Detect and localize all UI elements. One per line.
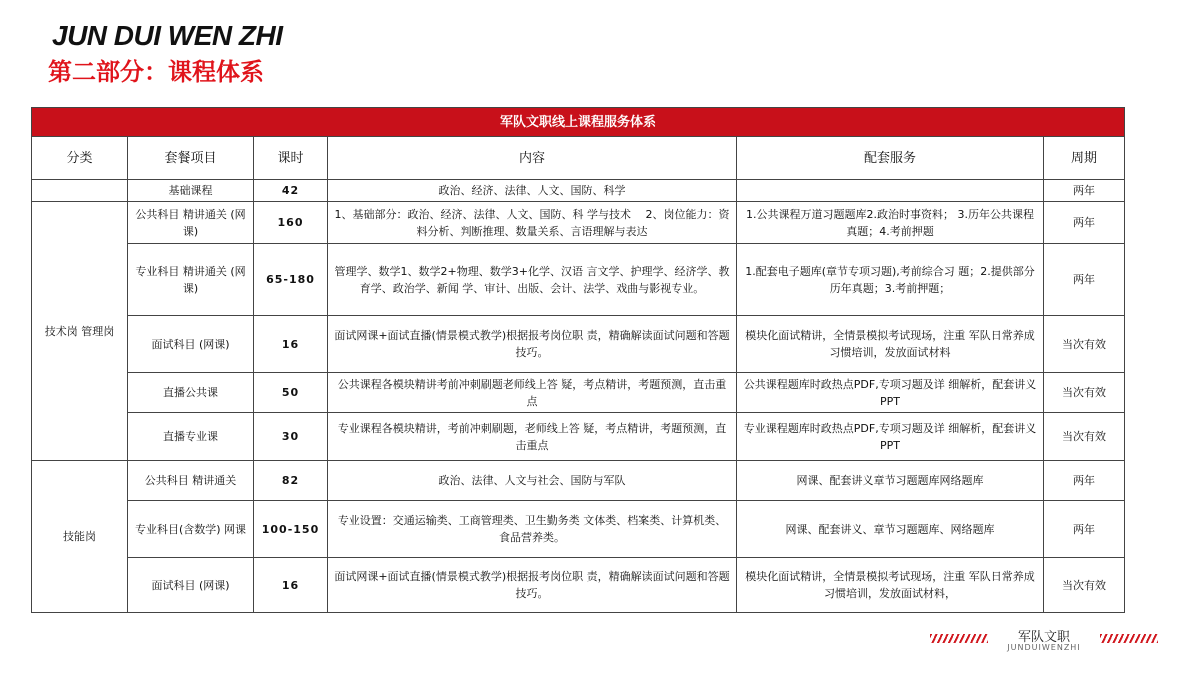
content-cell: 政治、经济、法律、人文、国防、科学 — [328, 180, 737, 202]
header-hours: 课时 — [254, 137, 328, 180]
services-cell: 专业课程题库时政热点PDF,专项习题及详 细解析，配套讲义PPT — [737, 413, 1044, 461]
services-cell: 模块化面试精讲，全情景模拟考试现场，注重 军队日常养成习惯培训，发放面试材料 — [737, 316, 1044, 373]
header-content: 内容 — [328, 137, 737, 180]
table-row — [32, 316, 1125, 373]
services-cell: 1.配套电子题库(章节专项习题),考前综合习 题；2.提供部分历年真题；3.考前押题； — [737, 244, 1044, 316]
package-cell: 面试科目 (网课) — [128, 316, 254, 373]
header-services: 配套服务 — [737, 137, 1044, 180]
category-cell: 技术岗 管理岗 — [32, 202, 128, 461]
table-row — [32, 558, 1125, 613]
hours-cell: 16 — [254, 316, 328, 373]
footer-logo-en: JUNDUIWENZHI — [1007, 643, 1081, 652]
table-row — [32, 244, 1125, 316]
table-row — [32, 413, 1125, 461]
header-period: 周期 — [1044, 137, 1125, 180]
hours-cell: 82 — [254, 461, 328, 501]
hours-cell: 65-180 — [254, 244, 328, 316]
period-cell: 两年 — [1044, 461, 1125, 501]
period-cell: 两年 — [1044, 202, 1125, 244]
package-cell: 公共科目 精讲通关 — [128, 461, 254, 501]
category-cell — [32, 180, 128, 202]
table-row — [32, 501, 1125, 558]
header-package: 套餐项目 — [128, 137, 254, 180]
content-cell: 面试网课+面试直播(情景模式教学)根据报考岗位职 责，精确解读面试问题和答题技巧。 — [328, 316, 737, 373]
footer-logo-cn: 军队文职 — [1017, 630, 1070, 645]
services-cell — [737, 180, 1044, 202]
period-cell: 当次有效 — [1044, 316, 1125, 373]
hours-cell: 30 — [254, 413, 328, 461]
package-cell: 面试科目 (网课) — [128, 558, 254, 613]
content-cell: 专业设置：交通运输类、工商管理类、卫生勤务类 文体类、档案类、计算机类、食品营养类。 — [328, 501, 737, 558]
package-cell: 基础课程 — [128, 180, 254, 202]
period-cell: 两年 — [1044, 244, 1125, 316]
brand-title: JUN DUI WEN ZHI — [52, 20, 283, 51]
table-row — [32, 373, 1125, 413]
hours-cell: 100-150 — [254, 501, 328, 558]
hours-cell: 16 — [254, 558, 328, 613]
services-cell: 网课、配套讲义、章节习题题库、网络题库 — [737, 501, 1044, 558]
period-cell: 当次有效 — [1044, 373, 1125, 413]
hours-cell: 50 — [254, 373, 328, 413]
hours-cell: 42 — [254, 180, 328, 202]
services-cell: 1.公共课程万道习题题库2.政治时事资料； 3.历年公共课程真题；4.考前押题 — [737, 202, 1044, 244]
course-table — [31, 107, 1125, 613]
services-cell: 模块化面试精讲，全情景模拟考试现场，注重 军队日常养成习惯培训，发放面试材料， — [737, 558, 1044, 613]
services-cell: 网课、配套讲义章节习题题库网络题库 — [737, 461, 1044, 501]
period-cell: 两年 — [1044, 180, 1125, 202]
content-cell: 面试网课+面试直播(情景模式教学)根据报考岗位职 责，精确解读面试问题和答题技巧。 — [328, 558, 737, 613]
footer-logo — [930, 628, 1158, 656]
table-row — [32, 202, 1125, 244]
stripes-right-decoration — [1100, 634, 1158, 643]
period-cell: 当次有效 — [1044, 558, 1125, 613]
package-cell: 专业科目(含数学) 网课 — [128, 501, 254, 558]
package-cell: 专业科目 精讲通关 (网课) — [128, 244, 254, 316]
package-cell: 直播公共课 — [128, 373, 254, 413]
services-cell: 公共课程题库时政热点PDF,专项习题及详 细解析，配套讲义PPT — [737, 373, 1044, 413]
package-cell: 公共科目 精讲通关 (网课) — [128, 202, 254, 244]
header-category: 分类 — [32, 137, 128, 180]
category-cell: 技能岗 — [32, 461, 128, 613]
content-cell: 管理学、数学1、数学2+物理、数学3+化学、汉语 言文学、护理学、经济学、教育学、政治学、新闻 学、审计、出版、会计、法学、戏曲与影视专业。 — [328, 244, 737, 316]
table-row — [32, 461, 1125, 501]
content-cell: 专业课程各模块精讲，考前冲刺刷题，老师线上答 疑，考点精讲，考题预测，直击重点 — [328, 413, 737, 461]
table-banner: 军队文职线上课程服务体系 — [32, 108, 1125, 137]
period-cell: 当次有效 — [1044, 413, 1125, 461]
content-cell: 政治、法律、人文与社会、国防与军队 — [328, 461, 737, 501]
section-title: 第二部分：课程体系 — [48, 58, 264, 86]
content-cell: 公共课程各模块精讲考前冲刺刷题老师线上答 疑，考点精讲，考题预测，直击重点 — [328, 373, 737, 413]
hours-cell: 160 — [254, 202, 328, 244]
period-cell: 两年 — [1044, 501, 1125, 558]
package-cell: 直播专业课 — [128, 413, 254, 461]
content-cell: 1、基础部分：政治、经济、法律、人文、国防、科 学与技术 2、岗位能力：资料分析、判断推理、数量关系、言语理解与表达 — [328, 202, 737, 244]
table-row — [32, 180, 1125, 202]
